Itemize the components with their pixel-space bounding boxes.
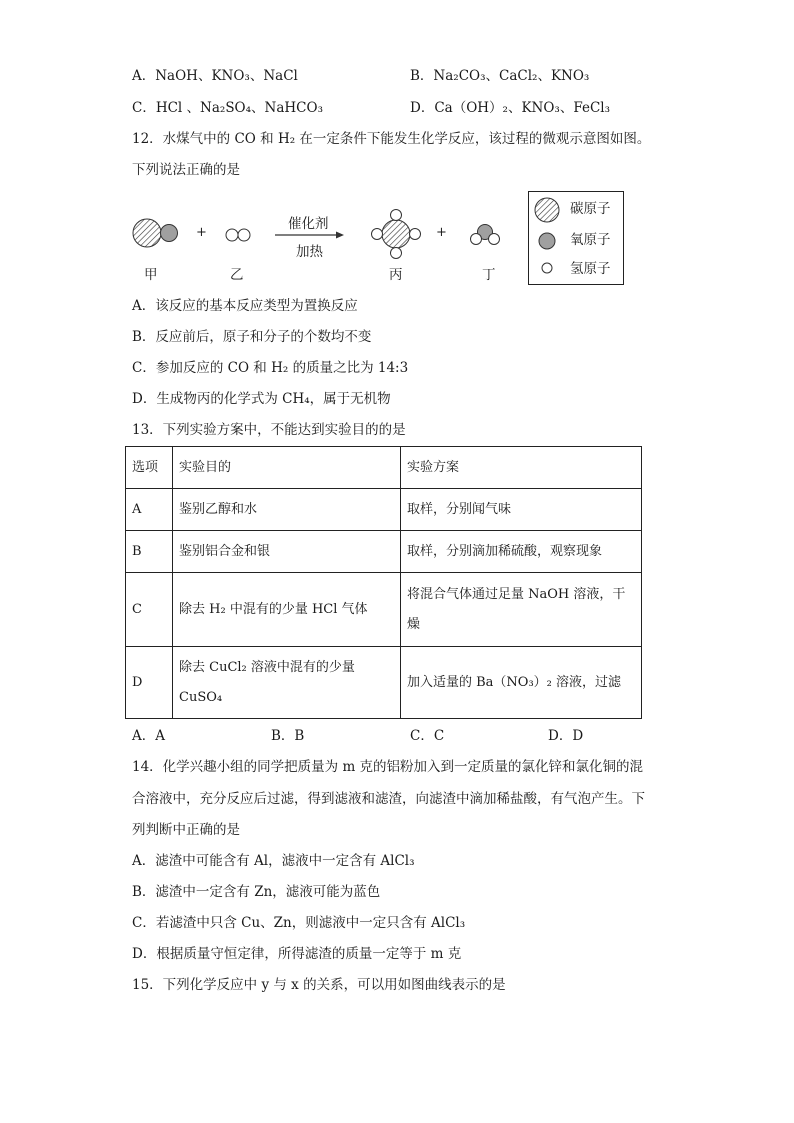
h2-molecule <box>226 229 250 241</box>
q11-option-b: B．Na₂CO₃、CaCl₂、KNO₃ <box>410 68 590 84</box>
reaction-condition-heat: 加热 <box>296 244 323 260</box>
table-row <box>126 531 642 573</box>
row-option: C <box>126 573 173 647</box>
header-goal: 实验目的 <box>173 447 401 489</box>
reaction-condition-catalyst: 催化剂 <box>288 216 329 232</box>
header-plan: 实验方案 <box>401 447 642 489</box>
reaction-arrow <box>275 232 344 239</box>
row-plan-line1: 将混合气体通过足量 NaOH 溶液，干 <box>407 586 626 602</box>
q14-stem-line1: 14．化学兴趣小组的同学把质量为 m 克的铝粉加入到一定质量的氯化锌和氯化铜的混 <box>132 759 644 775</box>
row-option: D <box>126 647 173 719</box>
table-header-row <box>126 447 642 489</box>
legend-hydrogen: 氢原子 <box>570 261 611 277</box>
label-ding: 丁 <box>482 267 496 283</box>
legend-carbon: 碳原子 <box>570 201 611 217</box>
q14-stem-line3: 列判断中正确的是 <box>132 822 240 838</box>
label-jia: 甲 <box>144 267 158 283</box>
q12-stem-line2: 下列说法正确的是 <box>132 162 240 178</box>
q14-option-c: C．若滤渣中只含 Cu、Zn，则滤液中一定只含有 AlCl₃ <box>132 915 466 931</box>
h2o-molecule <box>471 225 500 245</box>
row-goal-line1: 除去 CuCl₂ 溶液中混有的少量 <box>179 659 355 675</box>
plus-sign-left: + <box>196 225 207 240</box>
ch4-molecule <box>372 210 421 259</box>
q12-option-a: A．该反应的基本反应类型为置换反应 <box>132 298 358 314</box>
header-option: 选项 <box>126 447 173 489</box>
row-plan: 加入适量的 Ba（NO₃）₂ 溶液，过滤 <box>401 647 642 719</box>
q13-answer-c: C．C <box>410 728 445 744</box>
row-goal <box>173 647 401 719</box>
q13-answer-b: B．B <box>271 728 305 744</box>
table-row <box>126 647 642 719</box>
row-goal-line2: CuSO₄ <box>179 689 223 705</box>
row-goal: 除去 H₂ 中混有的少量 HCl 气体 <box>173 573 401 647</box>
q13-answer-d: D．D <box>548 728 584 744</box>
plus-sign-right: + <box>436 225 447 240</box>
row-plan-line2: 燥 <box>407 616 421 632</box>
q14-option-d: D．根据质量守恒定律，所得滤渣的质量一定等于 m 克 <box>132 946 462 962</box>
q11-option-c: C．HCl 、Na₂SO₄、NaHCO₃ <box>132 100 323 116</box>
q11-option-a: A．NaOH、KNO₃、NaCl <box>132 68 298 84</box>
label-bing: 丙 <box>389 267 403 283</box>
row-option: B <box>126 531 173 573</box>
q12-option-c: C．参加反应的 CO 和 H₂ 的质量之比为 14:3 <box>132 360 409 376</box>
row-plan: 取样，分别滴加稀硫酸，观察现象 <box>401 531 642 573</box>
experiment-table <box>125 446 642 719</box>
table-row <box>126 573 642 647</box>
q13-answer-a: A．A <box>132 728 165 744</box>
q14-option-b: B．滤渣中一定含有 Zn，滤液可能为蓝色 <box>132 884 381 900</box>
q12-stem-line1: 12．水煤气中的 CO 和 H₂ 在一定条件下能发生化学反应，该过程的微观示意图如图。 <box>132 131 651 147</box>
q12-option-b: B．反应前后，原子和分子的个数均不变 <box>132 329 372 345</box>
q11-option-d: D．Ca（OH）₂、KNO₃、FeCl₃ <box>410 100 611 116</box>
q14-option-a: A．滤渣中可能含有 Al，滤液中一定含有 AlCl₃ <box>132 853 415 869</box>
table-row <box>126 489 642 531</box>
row-goal: 鉴别铝合金和银 <box>173 531 401 573</box>
q14-stem-line2: 合溶液中，充分反应后过滤，得到滤液和滤渣，向滤渣中滴加稀盐酸，有气泡产生。下 <box>132 791 645 807</box>
label-yi: 乙 <box>230 267 244 283</box>
row-plan <box>401 573 642 647</box>
co-molecule <box>133 219 178 247</box>
q12-option-d: D．生成物丙的化学式为 CH₄，属于无机物 <box>132 391 391 407</box>
q13-stem: 13．下列实验方案中，不能达到实验目的的是 <box>132 422 406 438</box>
legend-oxygen: 氧原子 <box>570 232 611 248</box>
row-option: A <box>126 489 173 531</box>
row-plan: 取样，分别闻气味 <box>401 489 642 531</box>
row-goal: 鉴别乙醇和水 <box>173 489 401 531</box>
q15-stem: 15．下列化学反应中 y 与 x 的关系，可以用如图曲线表示的是 <box>132 977 506 993</box>
